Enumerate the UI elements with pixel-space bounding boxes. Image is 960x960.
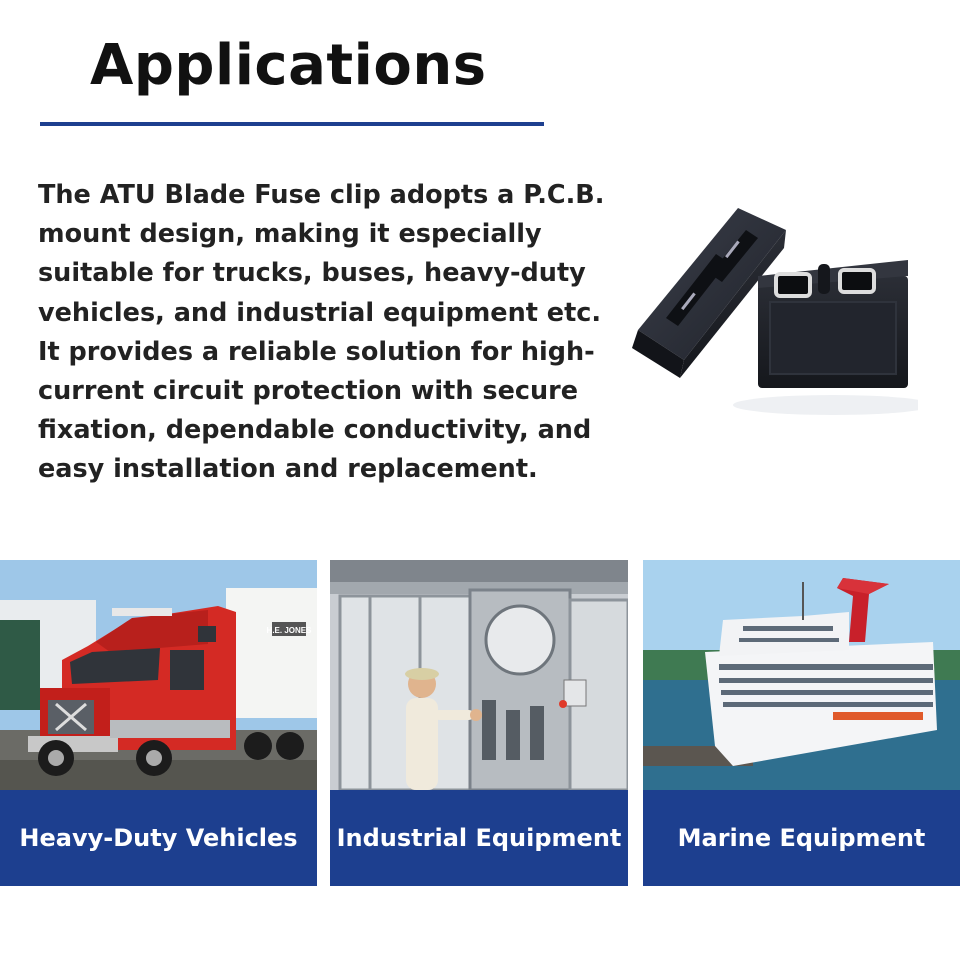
intro-paragraph: The ATU Blade Fuse clip adopts a P.C.B. mount design, making it especially suitable for trucks, buses, heavy-duty vehicles, and industrial equipment etc. It provides a reliable solution for high-current circuit protection with secure fixation, dependable conductivity, and easy installation and replacement. <box>38 180 605 485</box>
trailer-logo: H.E. JONES <box>266 626 312 635</box>
title-underline <box>40 122 544 126</box>
page-title: Applications <box>90 33 487 98</box>
application-card-heavy-duty <box>0 560 317 886</box>
ship-icon <box>643 560 960 790</box>
truck-icon <box>0 560 317 790</box>
application-label-heavy-duty: Heavy-Duty Vehicles <box>19 824 298 852</box>
application-band <box>330 790 628 886</box>
application-card-marine <box>643 560 960 886</box>
application-card-industrial <box>330 560 628 886</box>
application-band <box>0 790 317 886</box>
fuse-clip-icon <box>618 190 918 430</box>
application-label-industrial: Industrial Equipment <box>336 824 622 852</box>
application-label-marine: Marine Equipment <box>677 824 926 852</box>
factory-icon <box>330 560 628 790</box>
application-band <box>643 790 960 886</box>
